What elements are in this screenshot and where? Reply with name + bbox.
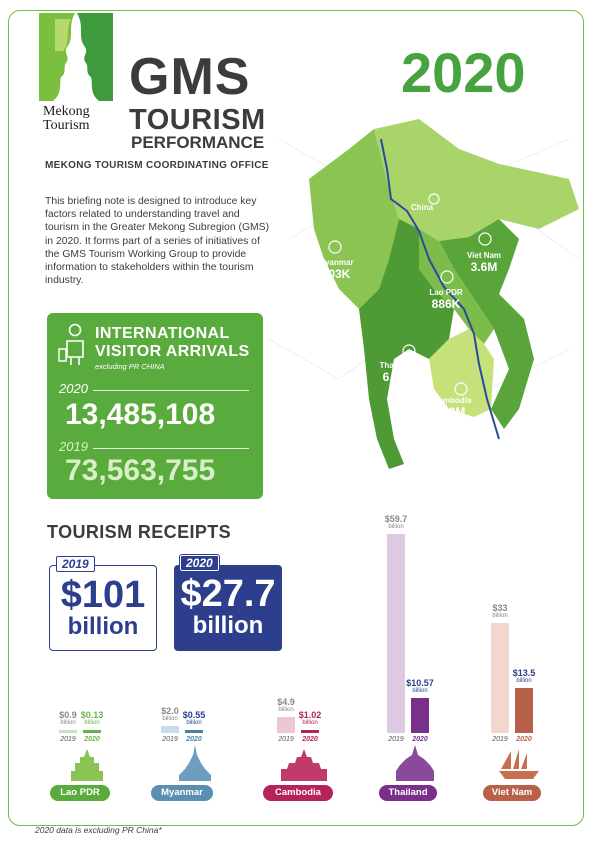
value-label-thailand-2019: $59.7	[384, 514, 408, 524]
map-label-vietnam: Viet Nam 3.6M	[466, 251, 502, 274]
value-label-cambodia-2020: $1.02	[298, 709, 322, 720]
bar-myanmar-2020	[185, 730, 203, 733]
value-label-lao-pdr-2020: $0.13	[80, 710, 104, 720]
title-gms: GMS	[129, 48, 251, 106]
unit-label-myanmar-2020: billion	[186, 720, 202, 726]
receipts-2020-value: $27.7	[180, 573, 276, 615]
value-label-viet-nam-2020: $13.5	[512, 668, 536, 678]
year-label-cambodia-2020: 2020	[302, 736, 318, 743]
footnote: 2020 data is excluding PR China*	[35, 825, 162, 835]
bar-thailand-2020	[411, 698, 429, 733]
map-label-myanmar: Myanmar 903K	[318, 258, 354, 281]
arrivals-title-line1: INTERNATIONAL	[95, 325, 230, 342]
myanmar-landmark-icon	[175, 745, 215, 781]
year-label-lao-pdr-2019: 2019	[60, 736, 76, 743]
bar-thailand-2019	[387, 534, 405, 733]
arrivals-year-2020: 2020	[59, 381, 88, 396]
value-label-thailand-2020: $10.57	[406, 677, 434, 688]
country-pill-cambodia: Cambodia	[263, 785, 333, 801]
page-frame	[8, 10, 584, 835]
office-name: MEKONG TOURISM COORDINATING OFFICE	[45, 160, 269, 171]
intro-paragraph: This briefing note is designed to introduce key factors related to understanding travel and tourism in the Greater Mekong Subregion (GMS) in 2020. It forms part of a series of initiatives of the GMS Tourism Working Group to provide information to stakeholders within the tourism industry.	[45, 196, 270, 287]
receipts-2019-unit: billion	[67, 613, 139, 640]
unit-label-thailand-2020: billion	[412, 687, 428, 694]
arrivals-value-2019: 73,563,755	[65, 454, 216, 487]
arrivals-year-2019: 2019	[59, 439, 88, 454]
map-label-thailand: Thailand 6.7M	[379, 361, 413, 384]
unit-label-lao-pdr-2020: billion	[84, 720, 100, 726]
bar-viet-nam-2020	[515, 688, 533, 733]
year-label-lao-pdr-2020: 2020	[84, 736, 100, 743]
bar-lao-pdr-2020	[83, 730, 101, 733]
report-year: 2020	[401, 41, 526, 104]
bar-myanmar-2019	[161, 726, 179, 733]
logo-text-line2: Tourism	[43, 118, 90, 133]
country-pill-lao-pdr: Lao PDR	[50, 785, 110, 801]
map-label-lao: Lao PDR 886K	[429, 288, 463, 311]
year-label-myanmar-2020: 2020	[186, 736, 202, 743]
arrivals-subtitle: excluding PR CHINA	[95, 362, 165, 371]
cambodia-landmark-icon	[279, 749, 329, 781]
receipts-title: TOURISM RECEIPTS	[47, 522, 232, 542]
bar-cambodia-2020	[301, 730, 319, 733]
value-label-lao-pdr-2019: $0.9	[59, 710, 77, 720]
title-tourism: TOURISM	[129, 104, 266, 136]
country-pill-myanmar: Myanmar	[151, 785, 213, 801]
lao-landmark-icon	[67, 749, 107, 781]
value-label-viet-nam-2019: $33	[492, 603, 508, 613]
unit-label-thailand-2019: billion	[388, 524, 404, 530]
logo-text-line1: Mekong	[43, 104, 90, 119]
unit-label-cambodia-2019: billion	[278, 706, 294, 713]
year-label-thailand-2020: 2020	[412, 736, 428, 743]
value-label-cambodia-2019: $4.9	[277, 696, 295, 707]
arrivals-title-line2: VISITOR ARRIVALS	[95, 343, 250, 360]
unit-label-myanmar-2019: billion	[162, 716, 178, 723]
map-label-cambodia: Cambodia 1.3M	[432, 396, 472, 419]
country-pill-thailand: Thailand	[379, 785, 437, 801]
bar-lao-pdr-2019	[59, 730, 77, 733]
receipts-2020-tag: 2020	[180, 555, 219, 571]
receipts-bar-chart	[9, 11, 585, 827]
map-label-china: China	[410, 203, 434, 212]
year-label-viet-nam-2019: 2019	[492, 736, 508, 743]
title-performance: PERFORMANCE	[131, 133, 265, 152]
year-label-myanmar-2019: 2019	[162, 736, 178, 743]
receipts-2019-tag: 2019	[56, 556, 95, 572]
unit-label-lao-pdr-2019: billion	[60, 720, 76, 726]
unit-label-viet-nam-2020: billion	[516, 678, 532, 684]
year-label-viet-nam-2020: 2020	[516, 736, 532, 743]
vietnam-landmark-icon	[497, 749, 541, 781]
unit-label-viet-nam-2019: billion	[492, 613, 508, 619]
value-label-myanmar-2020: $0.55	[182, 710, 206, 720]
thailand-landmark-icon	[392, 745, 438, 781]
year-label-thailand-2019: 2019	[388, 736, 404, 743]
country-pill-viet-nam: Viet Nam	[483, 785, 541, 801]
unit-label-cambodia-2020: billion	[302, 719, 318, 726]
arrivals-value-2020: 13,485,108	[65, 398, 216, 431]
year-label-cambodia-2019: 2019	[278, 736, 294, 743]
receipts-2020-unit: billion	[192, 612, 264, 639]
receipts-2019-value: $101	[60, 574, 146, 616]
value-label-myanmar-2019: $2.0	[161, 706, 179, 717]
